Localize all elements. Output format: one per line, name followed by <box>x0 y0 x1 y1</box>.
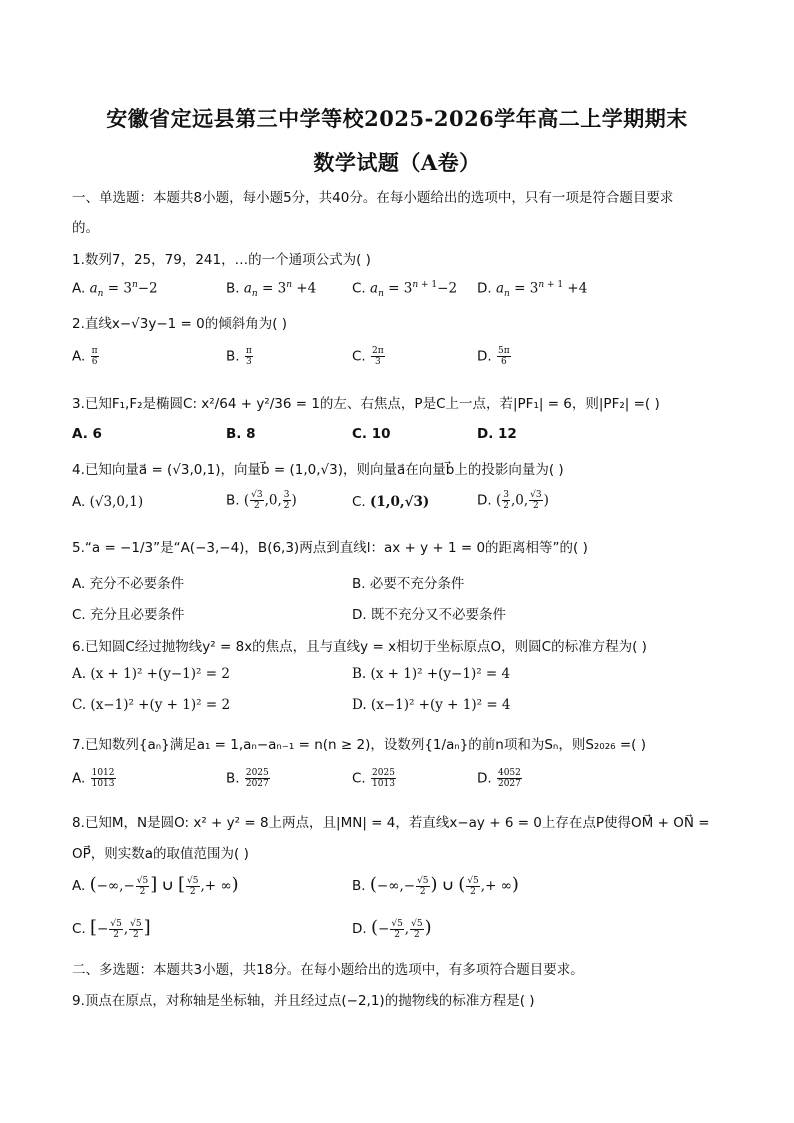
question-4-option-d: D. ( $\frac{3}{2}$ ,0, $\frac{√3}{2}$ ) <box>477 490 549 511</box>
question-5-stem: 5.“a = −1/3”是“A(−3,−4)，B(6,3)两点到直线l：ax + y + 1 = 0的距离相等”的( ) <box>72 540 588 556</box>
question-2-option-a: A. $\frac{\pi}{6}$ <box>72 346 98 367</box>
section1-heading: 一、单选题：本题共8小题，每小题5分，共40分。在每小题给出的选项中，只有一项是符合题目要求 <box>72 190 674 206</box>
question-7-option-a: A. $\frac{1012}{1013}$ <box>72 768 115 789</box>
question-1-stem: 1.数列7，25，79，241，…的一个通项公式为( ) <box>72 252 371 268</box>
question-2-option-d: D. $\frac{5\pi}{6}$ <box>477 346 510 367</box>
question-2-stem: 2.直线x−√3y−1 = 0的倾斜角为( ) <box>72 316 288 332</box>
question-3-stem: 3.已知F₁,F₂是椭圆C: x²/64 + y²/36 = 1的左、右焦点，P是C上一点，若|PF₁| = 6，则|PF₂| =( ) <box>72 396 660 412</box>
question-1-option-d: D. $a_n = 3^{n + 1} +4$ <box>477 280 588 300</box>
question-2-option-b: B. $\frac{\pi}{3}$ <box>226 346 252 367</box>
question-3-option-a: A. 6 <box>72 426 102 442</box>
question-4-option-c: C. (1,0,√3) <box>352 494 430 510</box>
question-6-stem: 6.已知圆C经过抛物线y² = 8x的焦点，且与直线y = x相切于坐标原点O，则圆C的标准方程为( ) <box>72 639 647 655</box>
question-1-option-a: A. $a_n = 3^n-2$ <box>72 280 158 300</box>
question-6-option-c: C. (x−1)² +(y + 1)² = 2 <box>72 697 231 713</box>
question-8-stem-line1: 8.已知M，N是圆O: x² + y² = 8上两点，且|MN| = 4，若直线x−ay + 6 = 0上存在点P使得OM⃗ + ON⃗ = <box>72 815 710 831</box>
question-3-option-c: C. 10 <box>352 426 391 442</box>
question-3-option-b: B. 8 <box>226 426 256 442</box>
question-7-option-b: B. $\frac{2025}{2027}$ <box>226 768 269 789</box>
section1-heading-cont: 的。 <box>72 220 99 236</box>
question-8-option-a: A. (−∞,− $\frac{√5}{2}$ ] ∪ [ $\frac{√5}{2}$ ,+ ∞) <box>72 874 239 897</box>
question-4-stem: 4.已知向量a⃗ = (√3,0,1)，向量b⃗ = (1,0,√3)，则向量a⃗在向量b⃗上的投影向量为( ) <box>72 462 564 478</box>
question-8-stem-line2: OP⃗，则实数a的取值范围为( ) <box>72 846 249 862</box>
question-7-option-d: D. $\frac{4052}{2027}$ <box>477 768 521 789</box>
question-7-option-c: C. $\frac{2025}{1013}$ <box>352 768 395 789</box>
question-7-stem: 7.已知数列{aₙ}满足a₁ = 1,aₙ−aₙ₋₁ = n(n ≥ 2)，设数列{1/aₙ}的前n项和为Sₙ，则S₂₀₂₆ =( ) <box>72 737 646 753</box>
question-5-option-c: C. 充分且必要条件 <box>72 607 185 623</box>
question-1-option-b: B. $a_n = 3^n +4$ <box>226 280 317 300</box>
question-8-option-d: D. (− $\frac{√5}{2}$ , $\frac{√5}{2}$ ) <box>352 917 432 940</box>
question-3-option-d: D. 12 <box>477 426 517 442</box>
question-8-option-c: C. [− $\frac{√5}{2}$ , $\frac{√5}{2}$ ] <box>72 917 151 940</box>
question-4-option-a: A. (√3,0,1) <box>72 494 144 510</box>
question-4-option-b: B. ( $\frac{√3}{2}$ ,0, $\frac{3}{2}$ ) <box>226 490 297 511</box>
question-2-option-c: C. $\frac{2\pi}{3}$ <box>352 346 384 367</box>
question-5-option-b: B. 必要不充分条件 <box>352 576 465 592</box>
question-5-option-a: A. 充分不必要条件 <box>72 576 185 592</box>
question-6-option-d: D. (x−1)² +(y + 1)² = 4 <box>352 697 511 713</box>
question-6-option-a: A. (x + 1)² +(y−1)² = 2 <box>72 666 230 682</box>
exam-title-line2: 数学试题（A卷） <box>313 150 481 175</box>
question-1-option-c: C. $a_n = 3^{n + 1}-2$ <box>352 280 458 300</box>
question-9-stem: 9.顶点在原点，对称轴是坐标轴，并且经过点(−2,1)的抛物线的标准方程是( ) <box>72 993 535 1009</box>
exam-title-line1: 安徽省定远县第三中学等校2025-2026学年高二上学期期末 <box>106 106 688 131</box>
question-5-option-d: D. 既不充分又不必要条件 <box>352 607 506 623</box>
question-8-option-b: B. (−∞,− $\frac{√5}{2}$ ) ∪ ( $\frac{√5}{2}$ ,+ ∞) <box>352 874 519 897</box>
question-6-option-b: B. (x + 1)² +(y−1)² = 4 <box>352 666 511 682</box>
section2-heading: 二、多选题：本题共3小题，共18分。在每小题给出的选项中，有多项符合题目要求。 <box>72 962 584 978</box>
